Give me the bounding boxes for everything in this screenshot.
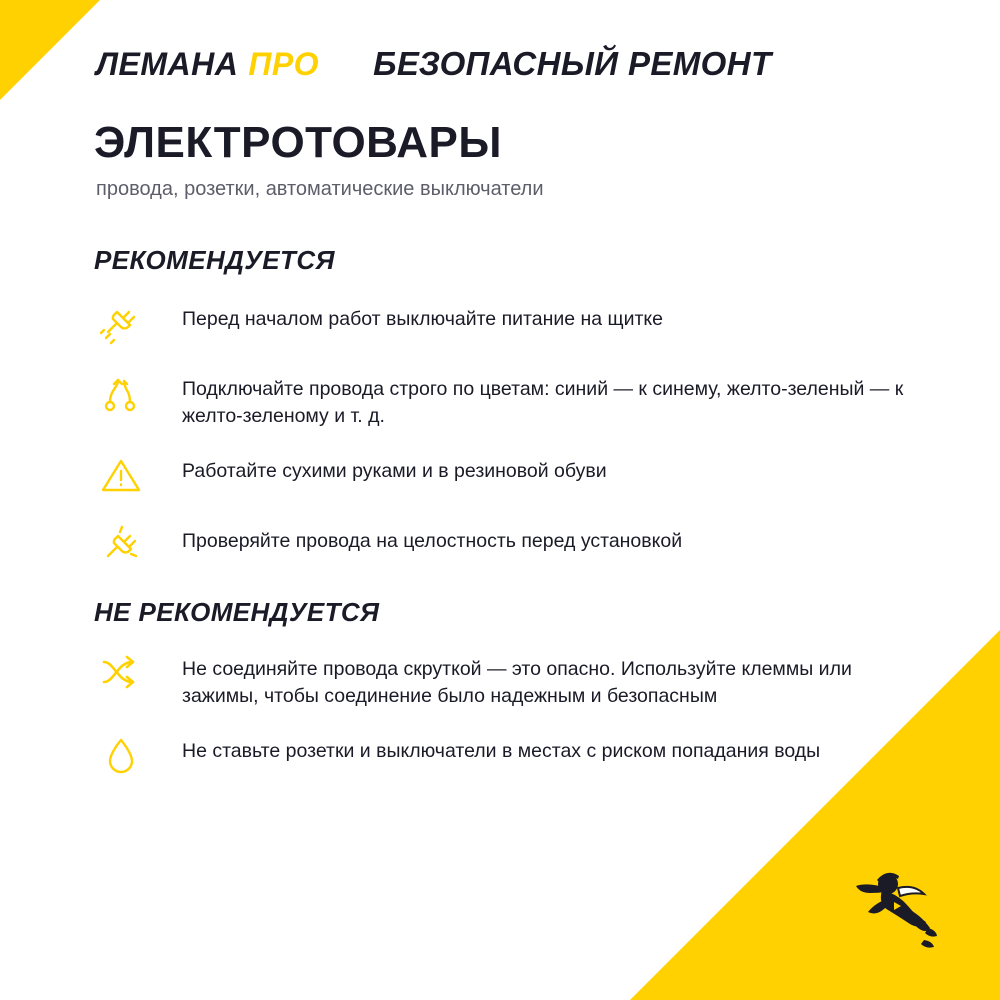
water-drop-icon xyxy=(92,732,150,780)
wire-colors-icon xyxy=(92,370,150,418)
section-heading-not-recommended: НЕ РЕКОМЕНДУЕТСЯ xyxy=(94,597,380,627)
not-recommended-list xyxy=(92,650,930,802)
list-item xyxy=(92,300,930,348)
decorative-corner-top-left xyxy=(0,0,100,100)
campaign-title: БЕЗОПАСНЫЙ РЕМОНТ xyxy=(373,45,772,82)
logo-primary-text: ЛЕМАНА xyxy=(96,45,239,82)
list-item xyxy=(92,452,930,500)
plug-check-icon xyxy=(92,522,150,570)
list-item xyxy=(92,732,930,780)
brand-logo xyxy=(96,46,319,83)
list-item-text: Перед началом работ выключайте питание на щитке xyxy=(182,308,663,330)
list-item-text: Не соединяйте провода скруткой — это опасно. Используйте клеммы или зажимы, чтобы соединение было надежным и безопасным xyxy=(182,658,852,707)
list-item-text: Работайте сухими руками и в резиновой обуви xyxy=(182,460,607,482)
list-item xyxy=(92,522,930,570)
list-item xyxy=(92,650,930,710)
flying-worker-mascot xyxy=(802,848,942,958)
list-item-text: Не ставьте розетки и выключатели в местах с риском попадания воды xyxy=(182,740,821,762)
header xyxy=(96,40,940,88)
list-item xyxy=(92,370,930,430)
section-heading-recommended: РЕКОМЕНДУЕТСЯ xyxy=(94,245,335,275)
page-subtitle: провода, розетки, автоматические выключатели xyxy=(96,178,544,200)
logo-secondary-text: ПРО xyxy=(248,45,320,82)
page-title: ЭЛЕКТРОТОВАРЫ xyxy=(94,118,502,167)
list-item-text: Проверяйте провода на целостность перед установкой xyxy=(182,530,683,552)
plug-unplugged-icon xyxy=(92,300,150,348)
list-item-text: Подключайте провода строго по цветам: синий — к синему, желто-зеленый — к желто-зеленому и т. д. xyxy=(182,378,904,427)
recommended-list xyxy=(92,300,930,592)
warning-triangle-icon xyxy=(92,452,150,500)
twisted-wires-icon xyxy=(92,650,150,698)
